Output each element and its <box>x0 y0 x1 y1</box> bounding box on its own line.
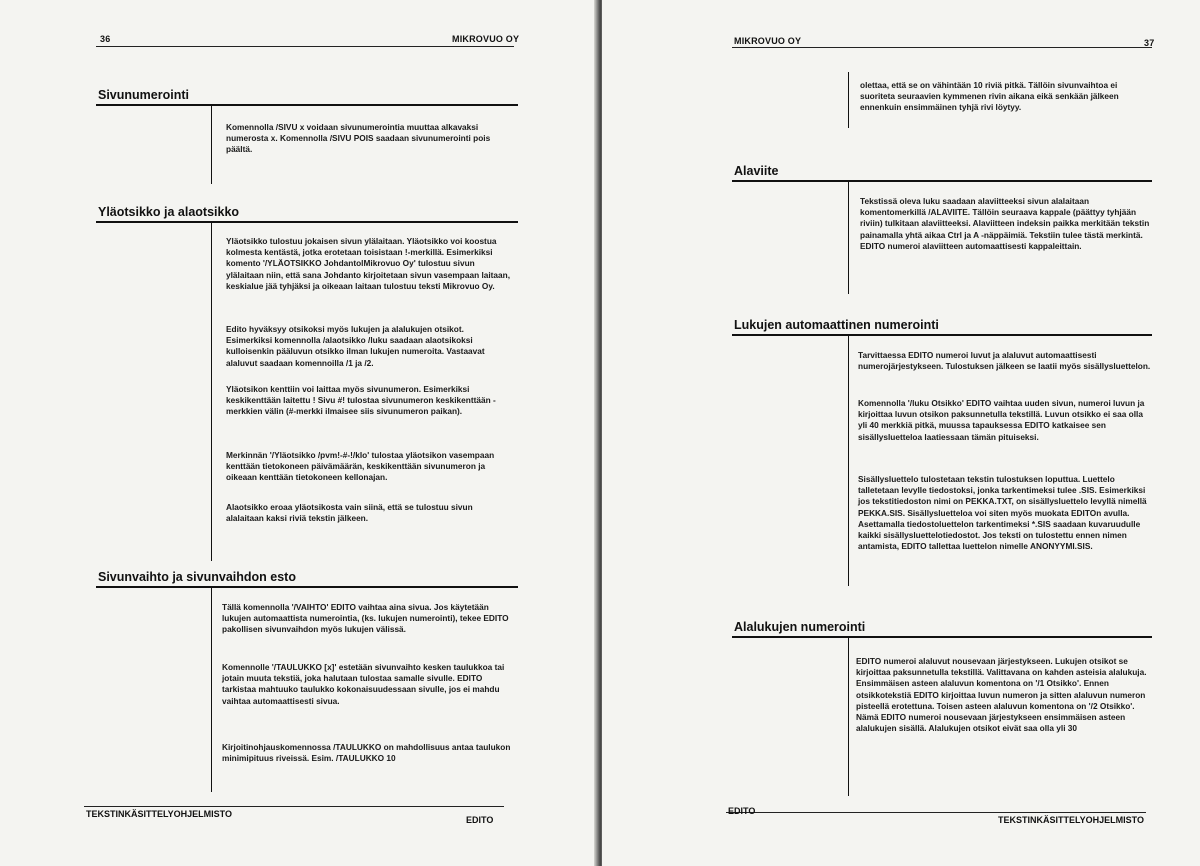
page-number: 37 <box>1144 38 1155 48</box>
section-heading: Lukujen automaattinen numerointi <box>734 318 939 332</box>
section-rule <box>732 334 1152 336</box>
section-rule <box>732 636 1152 638</box>
section-heading: Yläotsikko ja alaotsikko <box>98 205 240 219</box>
section-heading: Sivunvaihto ja sivunvaihdon esto <box>98 570 296 584</box>
right-page <box>602 0 1200 866</box>
margin-rule <box>848 334 849 586</box>
header-rule <box>96 46 514 47</box>
header-rule <box>732 47 1152 48</box>
paragraph: Komennolla /SIVU x voidaan sivunumerointia muuttaa alkavaksi numerosta x. Komennolla /SIVU POIS saadaan sivunumerointi pois päältä. <box>226 122 491 155</box>
section-rule <box>96 221 518 223</box>
paragraph: Yläotsikko tulostuu jokaisen sivun ylälaitaan. Yläotsikko voi koostua kolmesta kentästä, jotka erotetaan toisistaan !-merkillä. Esimerkiksi komento '/YLÄOTSIKKO JohdantolMikrovuo Oy' tulostuu sivun ylälaitaan niin, että sana Johdanto kirjoitetaan sivun vasempaan laitaan, keskialue jää tyhjäksi ja oikeaan laitaan tulostuu teksti Mikrovuo Oy. <box>226 236 511 291</box>
section-heading: Alaviite <box>734 164 779 178</box>
paragraph: Komennolla '/luku Otsikko' EDITO vaihtaa uuden sivun, numeroi luvun ja kirjoittaa luvun otsikon paksunnetulla tekstillä. Luvun otsikko ei saa olla yli 40 merkkiä pitkä, muussa tapauksessa EDITO katkaisee sen sisällysluetteloa laatiessaan tämän pituiseksi. <box>858 398 1145 442</box>
section-heading: Sivunumerointi <box>98 88 189 102</box>
margin-rule <box>848 72 849 128</box>
paragraph: Yläotsikon kenttiin voi laittaa myös sivunumeron. Esimerkiksi keskikenttään laitettu ! Sivu #! tulostaa sivunumeron keskikenttään - merkkien välin (#-merkki ilmaisee siis sivunumeron paikan). <box>226 384 496 417</box>
left-page <box>0 0 598 866</box>
section-rule <box>732 180 1152 182</box>
footer-product: EDITO <box>728 806 756 816</box>
paragraph: EDITO numeroi alaluvut nousevaan järjestykseen. Lukujen otsikot se kirjoittaa paksunnetulla tekstillä. Valittavana on kahden asteisia alalukuja. Ensimmäisen asteen alaluvun komentona on '/1 Otsikko'. Ennen otsikkotekstiä EDITO kirjoittaa luvun numeron ja sitten alaluvun numeron pisteellä erotettuna. Toisen asteen alaluvun komentona on '/2 Otsikko'. Nämä EDITO numeroi nousevaan järjestykseen ensimmäisen asteen alalukujen sisällä. Alalukujen otsikot eivät saa olla yli 30 <box>856 656 1147 734</box>
paragraph: Sisällysluettelo tulostetaan tekstin tulostuksen loputtua. Luettelo talletetaan levylle tiedostoksi, jonka tarkentimeksi tulee .SIS. Esimerkiksi jos tekstitiedoston nimi on PEKKA.TXT, on sisällysluettelo levyllä nimellä PEKKA.SIS. Sisällysluetteloa voi siten myös muokata EDITOn avulla. Asettamalla tiedostoluettelon tarkentimeksi *.SIS saadaan kuvaruudulle kaikki sisällysluettelotiedostot. Jos teksti on tulostettu ennen nimen antamista, EDITO tallettaa luettelon nimelle ANONYYMI.SIS. <box>858 474 1147 552</box>
running-head: MIKROVUO OY <box>734 36 802 46</box>
continuation-paragraph: olettaa, että se on vähintään 10 riviä pitkä. Tällöin sivunvaihtoa ei suoriteta seuraavien kymmenen rivin aikana eikä senkään jälkeen ennenkuin ensimmäinen tyhjä rivi löytyy. <box>860 80 1119 113</box>
paragraph: Komennolle '/TAULUKKO [x]' estetään sivunvaihto kesken taulukkoa tai jotain muuta tekstiä, joka halutaan tulostaa samalle sivulle. EDITO tarkistaa mahtuuko taulukko kokonaisuudessaan sivulle, jos ei mahdu vaihtaa automaattisesti sivua. <box>222 662 505 706</box>
margin-rule <box>848 180 849 294</box>
running-head: MIKROVUO OY <box>452 34 520 44</box>
margin-rule <box>848 636 849 796</box>
margin-rule <box>211 104 212 184</box>
footer-product: EDITO <box>466 815 494 825</box>
paragraph: Merkinnän '/Yläotsikko /pvm!-#-!/klo' tulostaa yläotsikon vasempaan kenttään tietokoneen päivämäärän, keskikenttään sivunumeron ja oikeaan kenttään tietokoneen kellonajan. <box>226 450 495 483</box>
paragraph: Tarvittaessa EDITO numeroi luvut ja alaluvut automaattisesti numerojärjestykseen. Tulostuksen jälkeen se laatii myös sisällysluettelon. <box>858 350 1151 372</box>
paragraph: Edito hyväksyy otsikoksi myös lukujen ja alalukujen otsikot. Esimerkiksi komennolla /alaotsikko /luku saadaan alaotsikoksi kulloisenkin pääluvun otsikko ilman lukujen numeroita. Vastaavat alaluvut saadaan komennoilla /1 ja /2. <box>226 324 485 368</box>
paragraph: Tällä komennolla '/VAIHTO' EDITO vaihtaa aina sivua. Jos käytetään lukujen automaattista numerointia, (ks. lukujen numerointi), tekee EDITO pakollisen sivunvaihdon myös lukujen välissä. <box>222 602 509 635</box>
footer-rule <box>726 812 1146 813</box>
paragraph: Tekstissä oleva luku saadaan alaviitteeksi sivun alalaitaan komentomerkillä /ALAVIITE. Tällöin seuraava kappale (päättyy tyhjään riviin) tulkitaan alaviitteeksi. Alaviitteen indeksin paikka merkitään tekstin painamalla yhtä aikaa Ctrl ja A -näppäimiä. Tekstiin tulee tästä merkintä. EDITO numeroi alaviitteen automaattisesti kappaleittain. <box>860 196 1150 251</box>
footer-title: TEKSTINKÄSITTELYOHJELMISTO <box>998 815 1145 825</box>
page-number: 36 <box>100 34 111 44</box>
margin-rule <box>211 221 212 561</box>
section-heading: Alalukujen numerointi <box>734 620 866 634</box>
footer-rule <box>84 806 504 807</box>
section-rule <box>96 586 518 588</box>
margin-rule <box>211 586 212 792</box>
paragraph: Kirjoitinohjauskomennossa /TAULUKKO on mahdollisuus antaa taulukon minimipituus riveissä. Esim. /TAULUKKO 10 <box>222 742 511 764</box>
section-rule <box>96 104 518 106</box>
paragraph: Alaotsikko eroaa yläotsikosta vain siinä, että se tulostuu sivun alalaitaan kaksi riviä tekstin jälkeen. <box>226 502 473 524</box>
footer-title: TEKSTINKÄSITTELYOHJELMISTO <box>86 809 233 819</box>
